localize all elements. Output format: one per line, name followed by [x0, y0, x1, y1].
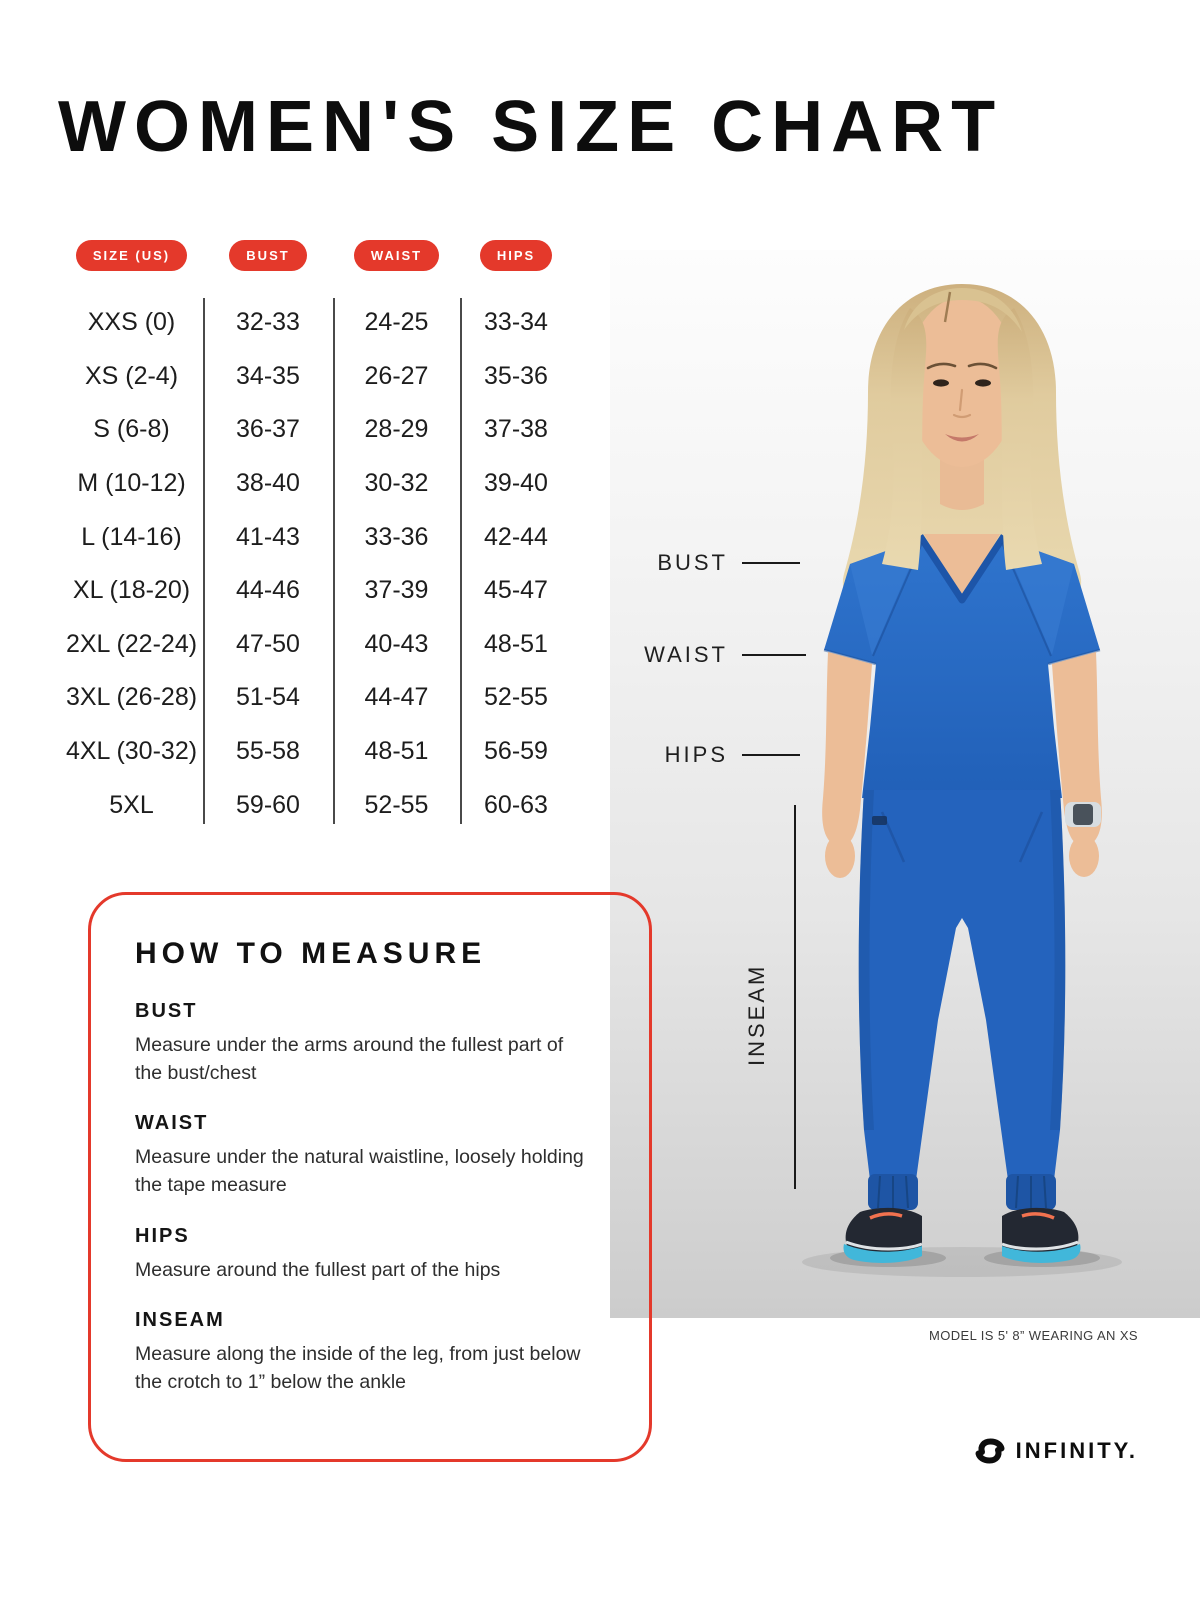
waist-cell: 28-29	[364, 415, 429, 444]
page-title: WOMEN'S SIZE CHART	[58, 87, 1004, 167]
measure-section-label: HIPS	[135, 1224, 190, 1247]
measure-section-label: WAIST	[135, 1112, 209, 1135]
infinity-logo	[973, 1438, 1138, 1464]
model-photo	[610, 250, 1200, 1318]
bust-header-pill: BUST	[229, 240, 306, 271]
table-row	[60, 403, 572, 457]
bust-cell: 44-46	[236, 576, 300, 605]
measure-section-label: BUST	[135, 1000, 198, 1022]
bust-line	[742, 562, 800, 564]
inseam-line	[794, 805, 796, 1189]
bust-cell: 55-58	[236, 737, 300, 766]
waist-label: WAIST	[644, 642, 728, 667]
size-us-header-pill: SIZE (US)	[76, 240, 187, 271]
bust-cell: 36-37	[236, 415, 300, 444]
waist-cell: 30-32	[364, 469, 429, 498]
size-cell: L (14-16)	[81, 522, 182, 551]
waist-cell: 48-51	[364, 737, 429, 766]
table-row	[60, 457, 572, 511]
model-illustration	[610, 250, 1200, 1318]
measure-section-text: Measure around the fullest part of the hips	[135, 1258, 501, 1281]
bust-cell: 41-43	[236, 522, 300, 551]
table-row	[60, 725, 572, 779]
waist-cell: 26-27	[364, 361, 429, 390]
hips-cell: 60-63	[484, 790, 548, 819]
hips-cell: 39-40	[484, 469, 548, 498]
size-cell: XS (2-4)	[84, 361, 179, 390]
size-cell: 3XL (26-28)	[65, 683, 198, 712]
size-cell: M (10-12)	[77, 469, 186, 498]
waist-cell: 24-25	[364, 308, 429, 337]
hips-cell: 42-44	[484, 522, 548, 551]
waist-cell: 52-55	[364, 790, 429, 819]
table-row	[60, 350, 572, 404]
column-divider	[333, 298, 335, 824]
size-cell: 2XL (22-24)	[65, 629, 198, 658]
measure-section-text: Measure under the arms around the fullest part of the bust/chest	[135, 1034, 564, 1084]
bust-cell: 51-54	[236, 683, 300, 712]
measure-section-bust	[135, 1000, 605, 1087]
hips-cell: 45-47	[484, 576, 548, 605]
measure-section-inseam	[135, 1309, 605, 1396]
size-cell: S (6-8)	[93, 415, 170, 444]
table-row	[60, 510, 572, 564]
hips-cell: 48-51	[484, 629, 548, 658]
measure-section-text: Measure along the inside of the leg, from just below the crotch to 1” below the ankle	[135, 1343, 581, 1394]
column-divider	[460, 298, 462, 824]
hips-cell: 56-59	[484, 737, 548, 766]
inseam-label: INSEAM	[744, 963, 769, 1066]
size-cell: 4XL (30-32)	[65, 737, 198, 766]
measure-section-label: INSEAM	[135, 1309, 225, 1332]
bust-label: BUST	[657, 550, 728, 575]
waist-header-pill: WAIST	[354, 240, 439, 271]
bust-cell: 38-40	[236, 469, 300, 498]
column-divider	[203, 298, 205, 824]
waist-cell: 40-43	[364, 629, 429, 658]
waist-cell: 44-47	[364, 683, 429, 712]
hips-header-pill: HIPS	[480, 240, 552, 271]
infinity-logo-text: INFINITY.	[1015, 1438, 1138, 1463]
waist-cell: 37-39	[364, 576, 429, 605]
hips-cell: 33-34	[484, 308, 548, 337]
bust-cell: 32-33	[236, 308, 300, 337]
measure-section-text: Measure under the natural waistline, loosely holding the tape measure	[135, 1146, 584, 1197]
size-table-header-row	[60, 240, 572, 271]
bust-cell: 34-35	[236, 361, 300, 390]
how-to-measure-box	[88, 892, 652, 1462]
waist-cell: 33-36	[364, 522, 429, 551]
size-table-body	[60, 296, 572, 832]
size-cell: XL (18-20)	[72, 576, 191, 605]
size-cell: XXS (0)	[87, 308, 176, 337]
how-to-measure-title: HOW TO MEASURE	[135, 937, 487, 970]
table-row	[60, 618, 572, 672]
size-cell: 5XL	[109, 790, 154, 819]
waist-line	[742, 654, 806, 656]
measure-section-waist	[135, 1112, 605, 1199]
hips-label: HIPS	[664, 742, 728, 767]
hips-cell: 37-38	[484, 415, 548, 444]
bust-cell: 47-50	[236, 629, 300, 658]
hips-line	[742, 754, 800, 756]
table-row	[60, 296, 572, 350]
bust-cell: 59-60	[236, 790, 300, 819]
hips-cell: 52-55	[484, 683, 548, 712]
infinity-logo-icon	[973, 1438, 1007, 1464]
measure-section-hips	[135, 1225, 605, 1285]
hips-cell: 35-36	[484, 361, 548, 390]
model-caption: MODEL IS 5' 8” WEARING AN XS	[929, 1328, 1138, 1343]
table-row	[60, 564, 572, 618]
table-row	[60, 778, 572, 832]
table-row	[60, 671, 572, 725]
size-table	[60, 240, 572, 832]
